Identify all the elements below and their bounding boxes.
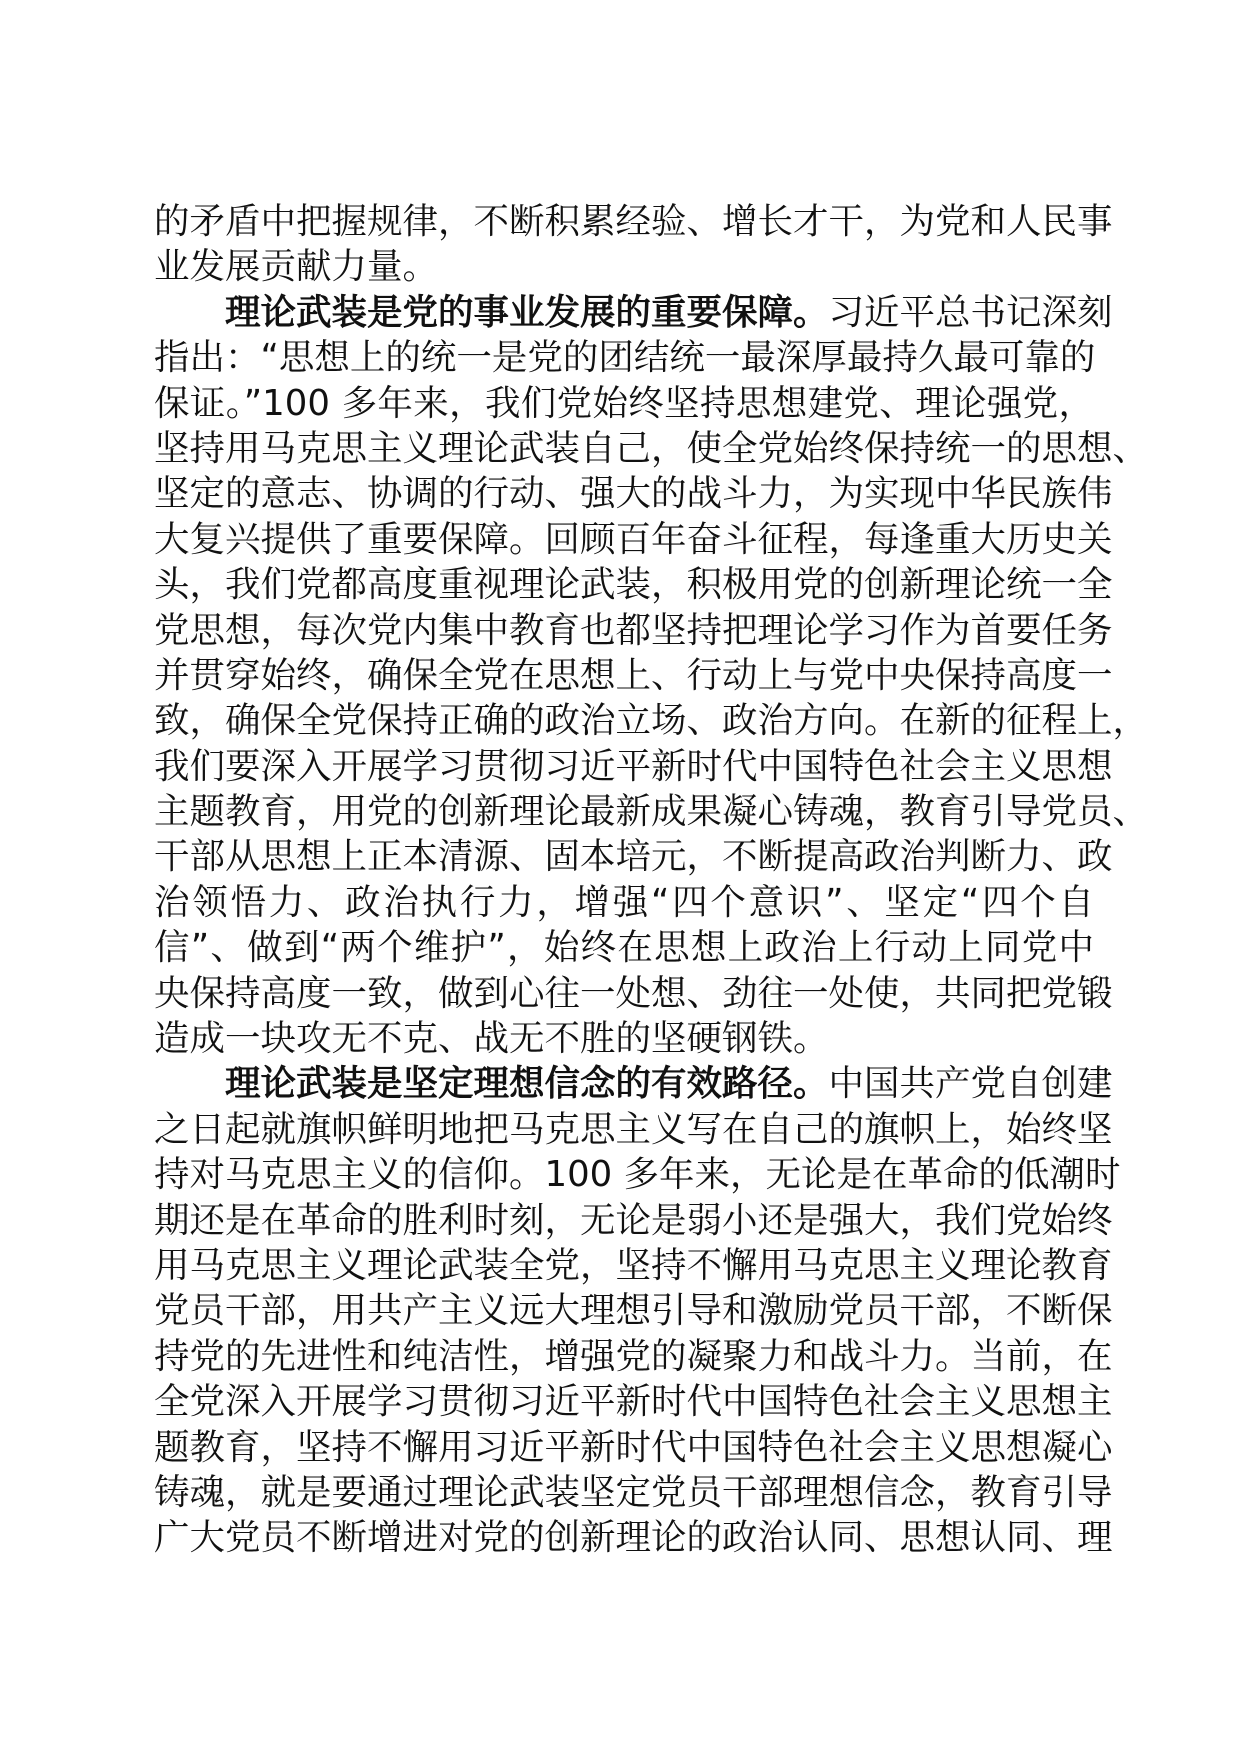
paragraph-2-line-9: 并贯穿始终，确保全党在思想上、行动上与党中央保持高度一 [154,654,1113,696]
paragraph-2-line-4: 坚持用马克思主义理论武装自己，使全党始终保持统一的思想、 [154,427,1149,469]
paragraph-2-line-1 [154,290,1113,335]
paragraph-3-first-text: 中国共产党自创建 [828,1063,1113,1105]
paragraph-3-line-8: 全党深入开展学习贯彻习近平新时代中国特色社会主义思想主 [154,1381,1113,1423]
paragraph-3-line-5: 用马克思主义理论武装全党，坚持不懈用马克思主义理论教育 [154,1244,1113,1286]
paragraph-3-line-4: 期还是在革命的胜利时刻，无论是弱小还是强大，我们党始终 [154,1199,1113,1241]
paragraph-3-line-10: 铸魂，就是要通过理论武装坚定党员干部理想信念，教育引导 [154,1471,1113,1513]
paragraph-2-line-15: 信”、做到“两个维护”，始终在思想上政治上行动上同党中 [154,927,1094,969]
paragraph-2-line-16: 央保持高度一致，做到心往一处想、劲往一处使，共同把党锻 [154,972,1113,1014]
paragraph-3-line-6: 党员干部，用共产主义远大理想引导和激励党员干部，不断保 [154,1290,1113,1332]
paragraph-2-line-14: 治领悟力、政治执行力，增强“四个意识”、坚定“四个自 [154,881,1094,923]
paragraph-3-line-9: 题教育，坚持不懈用习近平新时代中国特色社会主义思想凝心 [154,1426,1113,1468]
paragraph-3-line-3: 持对马克思主义的信仰。100 多年来，无论是在革命的低潮时 [154,1154,1121,1196]
paragraph-2-line-8: 党思想，每次党内集中教育也都坚持把理论学习作为首要任务 [154,609,1113,651]
paragraph-1-line-2: 业发展贡献力量。 [154,246,439,288]
paragraph-3-heading: 理论武装是坚定理想信念的有效路径。 [225,1063,829,1105]
paragraph-2-first-text: 习近平总书记深刻 [828,291,1113,333]
paragraph-1-line-1: 的矛盾中把握规律，不断积累经验、增长才干，为党和人民事 [154,201,1113,242]
paragraph-2-line-5: 坚定的意志、协调的行动、强大的战斗力，为实现中华民族伟 [154,473,1113,515]
paragraph-3-line-2: 之日起就旗帜鲜明地把马克思主义写在自己的旗帜上，始终坚 [154,1108,1113,1150]
paragraph-2-line-11: 我们要深入开展学习贯彻习近平新时代中国特色社会主义思想 [154,745,1113,787]
paragraph-2-line-12: 主题教育，用党的创新理论最新成果凝心铸魂，教育引导党员、 [154,791,1149,833]
paragraph-2-line-3: 保证。”100 多年来，我们党始终坚持思想建党、理论强党， [154,382,1094,424]
paragraph-2-heading: 理论武装是党的事业发展的重要保障。 [225,291,829,333]
document-body [154,199,1149,1561]
paragraph-3-line-1 [154,1061,1113,1106]
paragraph-2-line-6: 大复兴提供了重要保障。回顾百年奋斗征程，每逢重大历史关 [154,518,1113,560]
paragraph-2-line-10: 致，确保全党保持正确的政治立场、政治方向。在新的征程上， [154,700,1149,742]
paragraph-2-line-13: 干部从思想上正本清源、固本培元，不断提高政治判断力、政 [154,836,1113,878]
paragraph-3-line-7: 持党的先进性和纯洁性，增强党的凝聚力和战斗力。当前，在 [154,1335,1113,1377]
paragraph-3-line-11: 广大党员不断增进对党的创新理论的政治认同、思想认同、理 [154,1517,1113,1559]
paragraph-2-line-2: 指出：“思想上的统一是党的团结统一最深厚最持久最可靠的 [154,337,1096,379]
paragraph-2-line-17: 造成一块攻无不克、战无不胜的坚硬钢铁。 [154,1018,829,1060]
paragraph-2-line-7: 头，我们党都高度重视理论武装，积极用党的创新理论统一全 [154,564,1113,606]
